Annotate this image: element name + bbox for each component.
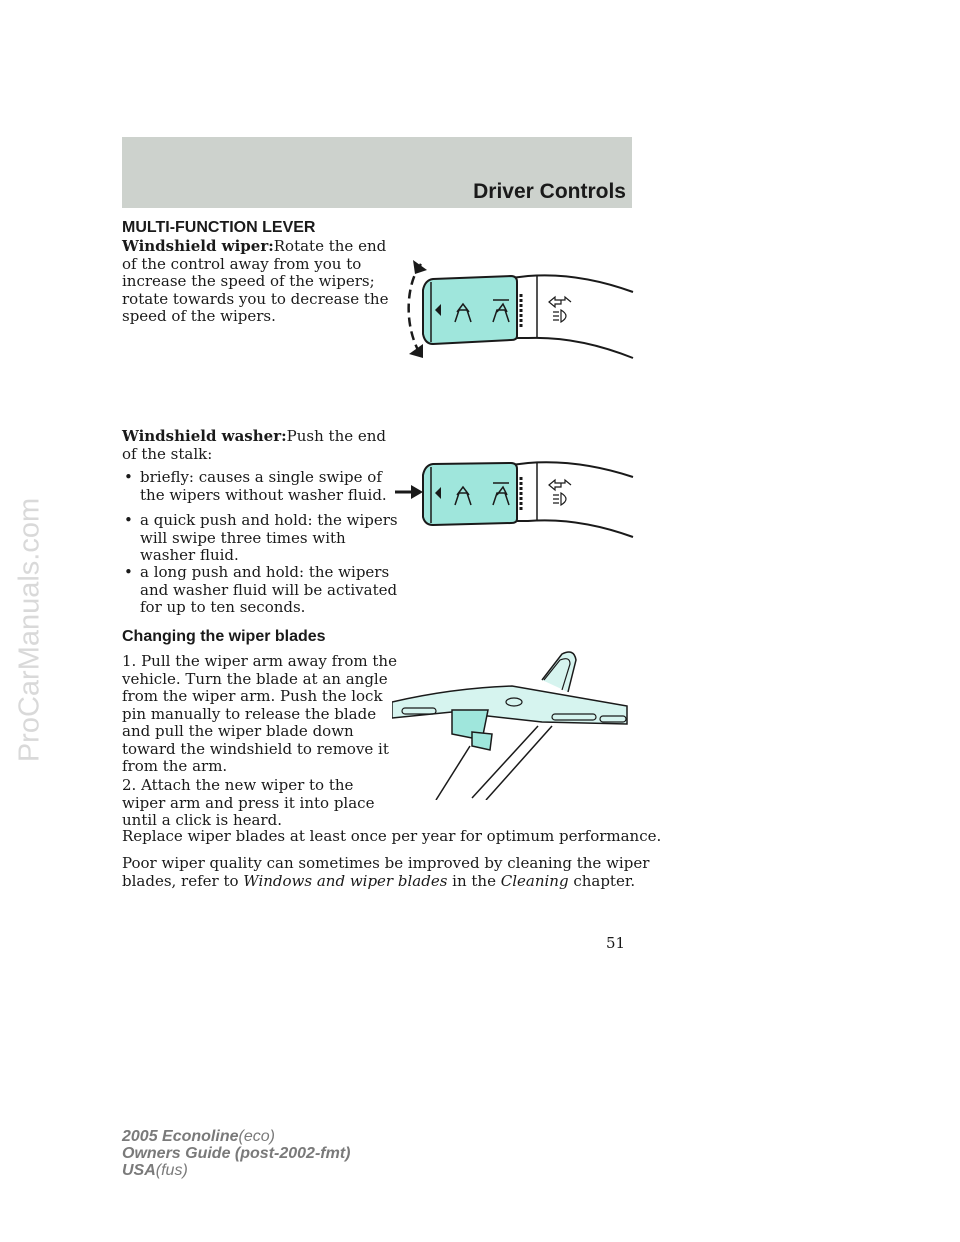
rotate-arc	[409, 264, 421, 352]
page-header-title: Driver Controls	[473, 180, 626, 203]
wiper-line-5: speed of the wipers.	[122, 307, 276, 325]
wiper-paragraph	[122, 238, 388, 326]
wiper-line-3: increase the speed of the wipers;	[122, 272, 375, 290]
washer-bullet-3: • a long push and hold: the wipers and washer fluid will be activated for up to ten seconds.	[124, 563, 398, 616]
wiper-line-4: rotate towards you to decrease the	[122, 289, 389, 308]
replace-paragraph: Replace wiper blades at least once per year for optimum performance.	[122, 827, 662, 845]
washer-label: Windshield washer:	[122, 427, 287, 445]
lock-pin	[472, 732, 492, 750]
section-heading: MULTI-FUNCTION LEVER	[122, 219, 316, 236]
footer: 2005 Econoline(eco) Owners Guide (post-2002-fmt) USA(fus)	[122, 1128, 351, 1179]
header-band	[122, 137, 632, 208]
turn-signal-icon	[549, 297, 571, 307]
washer-line-1: Windshield washer:Push the end	[122, 427, 387, 445]
high-beam-icon	[553, 310, 566, 322]
watermark	[8, 420, 52, 840]
washer-bullet-1: • briefly: causes a single swipe of the wipers without washer fluid.	[124, 468, 387, 504]
wiper-label: Windshield wiper:	[122, 237, 274, 255]
wiper-lever-rotate-figure	[393, 252, 638, 364]
washer-paragraph	[122, 428, 386, 463]
windows-wiper-reference: Windows and wiper blades	[243, 871, 448, 890]
blades-step-1: 1. Pull the wiper arm away from the vehicle. Turn the blade at an angle from the wiper arm. Push the lock pin manually to release the blade and pull the wiper blade down toward the windshield to remove it from the arm.	[122, 652, 397, 775]
rotate-arrow-away-icon	[413, 260, 427, 274]
high-beam-icon-push	[553, 493, 566, 505]
poor-quality-paragraph: Poor wiper quality can sometimes be improved by cleaning the wiper blades, refer to Windows and wiper blades in the Cleaning chapter.	[122, 854, 650, 890]
push-arrow-icon	[411, 485, 423, 499]
cleaning-chapter-reference: Cleaning	[500, 871, 569, 890]
washer-line-2: of the stalk:	[122, 444, 213, 463]
wiper-blade-figure	[392, 650, 634, 800]
wiper-lever-push-figure	[393, 455, 638, 547]
wiper-line-1: Windshield wiper:Rotate the end	[122, 237, 387, 255]
wiper-arm-hook	[542, 652, 576, 692]
watermark-text: ProCarManuals.com	[13, 497, 46, 763]
wiper-line-2: of the control away from you to	[122, 254, 362, 273]
blades-heading: Changing the wiper blades	[122, 628, 326, 645]
turn-signal-icon-push	[549, 480, 571, 490]
page-number: 51	[606, 934, 626, 952]
blades-step-2: 2. Attach the new wiper to the wiper arm and press it into place until a click is heard.	[122, 776, 375, 829]
washer-bullet-2: • a quick push and hold: the wipers will swipe three times with washer fluid.	[124, 511, 398, 564]
